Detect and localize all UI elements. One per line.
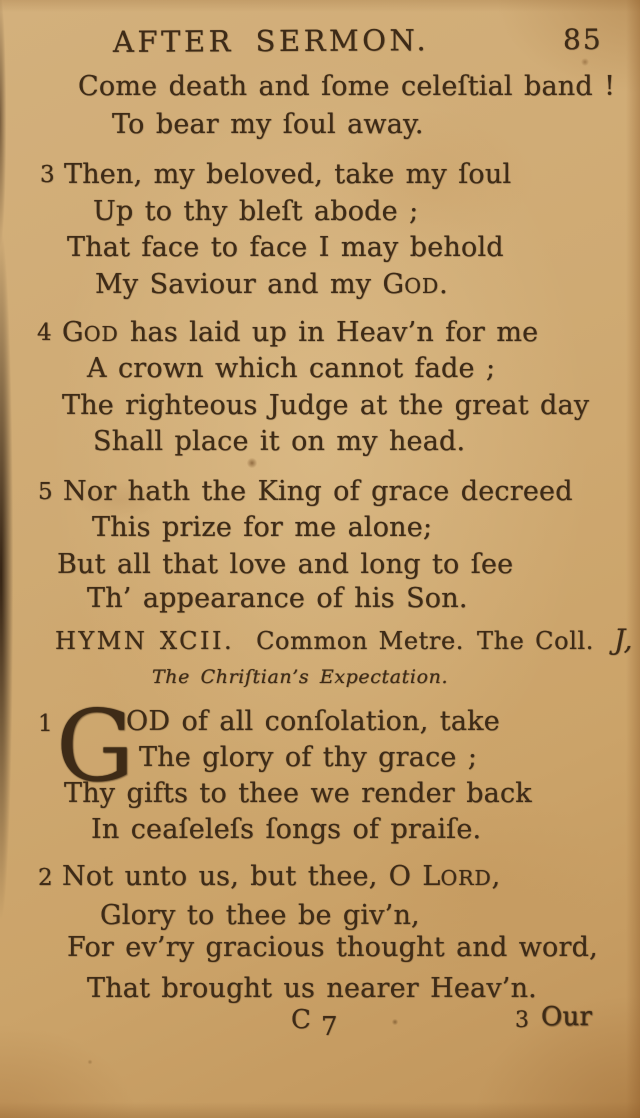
stanza-number: 2 [38, 865, 53, 891]
catchword-number: 3 [515, 1008, 530, 1033]
verse-line: OD of all conſolation, take [126, 706, 500, 737]
verse-line-segment: Not unto us, but thee, O L [62, 861, 441, 892]
stanza-number: 3 [40, 162, 55, 188]
hymn-meter: Common Metre. [256, 627, 464, 655]
verse-line: But all that love and long to ſee [57, 549, 514, 580]
verse-line: Up to thy bleſt abode ; [93, 196, 419, 227]
verse-line [95, 270, 448, 300]
verse-line: In ceaſeleſs ſongs of praiſe. [91, 814, 482, 845]
verse-line-segment: . [439, 269, 448, 300]
verse-line: Shall place it on my head. [93, 426, 466, 457]
verse-line [62, 862, 500, 892]
catchword: Our [541, 1002, 593, 1032]
hymn-source: The Coll. [476, 627, 594, 655]
verse-line: Thy gifts to thee we render back [64, 778, 532, 809]
hymn-heading-line [55, 625, 632, 656]
page-number: 85 [563, 23, 603, 56]
hymn-number: HYMN XCII. [55, 627, 235, 655]
verse-line [62, 318, 538, 348]
small-caps-word: OD [83, 322, 119, 346]
small-caps-word: OD [404, 274, 440, 298]
verse-line: To bear my ſoul away. [112, 109, 424, 140]
signature-mark-letter: C [291, 1005, 312, 1035]
page-header-title: AFTER SERMON. [112, 23, 430, 59]
verse-line: Glory to thee be giv’n, [100, 900, 420, 931]
verse-line-segment: My Saviour and my G [95, 269, 405, 300]
verse-line: That brought us nearer Heav’n. [87, 973, 537, 1004]
verse-line: Nor hath the King of grace decreed [63, 476, 573, 507]
verse-line: Th’ appearance of his Son. [87, 583, 468, 614]
stanza-number: 5 [38, 479, 53, 505]
verse-line: The glory of thy grace ; [139, 742, 478, 773]
verse-line: That face to face I may behold [67, 232, 504, 263]
verse-line-segment: has laid up in Heav’n for me [118, 317, 539, 348]
verse-line: For ev’ry gracious thought and word, [67, 932, 598, 963]
signature-mark-number: 7 [321, 1012, 338, 1042]
verse-line-segment: G [62, 317, 84, 348]
handwritten-annotation: J, [613, 623, 633, 656]
verse-line-segment: , [491, 861, 501, 892]
stanza-number: 1 [38, 711, 53, 737]
verse-line: The righteous Judge at the great day [62, 390, 590, 421]
verse-line: A crown which cannot fade ; [87, 353, 496, 384]
hymn-subtitle: The Chriſtian’s Expectation. [152, 666, 449, 688]
verse-line: Come death and ſome celeſtial band ! [78, 71, 616, 102]
verse-line: This prize for me alone; [92, 512, 433, 543]
drop-cap: G [56, 690, 135, 804]
verse-line: Then, my beloved, take my ſoul [64, 159, 512, 190]
stanza-number: 4 [37, 320, 52, 346]
small-caps-word: ORD [440, 866, 492, 890]
